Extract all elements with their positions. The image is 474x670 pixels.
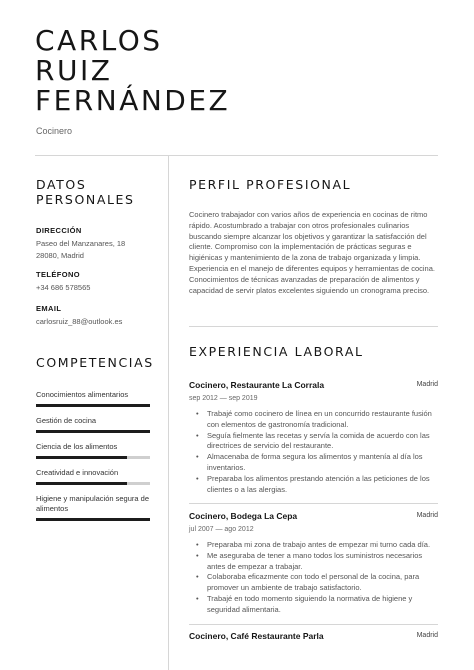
address-line-1: Paseo del Manzanares, 18 <box>36 239 126 248</box>
list-item <box>196 452 438 474</box>
bullet-text: Seguía fielmente las recetas y servía la comida de acuerdo con las directrices de servicio del restaurante. <box>207 430 430 451</box>
bullet-text: Me aseguraba de tener a mano todos los suministros necesarios antes de empezar a trabajar. <box>207 550 423 571</box>
skill-bar <box>36 456 150 459</box>
bullet-icon: • <box>196 452 199 462</box>
job-divider <box>189 503 438 504</box>
list-item <box>196 431 438 453</box>
job-dates: sep 2012 — sep 2019 <box>189 395 258 402</box>
name-line-1: CARLOS <box>35 24 163 57</box>
bullet-icon: • <box>196 540 199 549</box>
job-location: Madrid <box>416 381 438 388</box>
personal-data-heading <box>36 177 135 207</box>
job-location: Madrid <box>416 632 438 639</box>
bullet-icon: • <box>196 409 199 418</box>
job-location: Madrid <box>416 512 438 519</box>
job-role: Cocinero <box>36 126 73 136</box>
address-value <box>36 238 125 261</box>
skill-item <box>36 442 150 459</box>
bullet-text: Trabajé como cocinero de línea en un concurrido restaurante fusión con elementos de gastronomía tradicional. <box>207 409 432 429</box>
phone-value: +34 686 578565 <box>36 283 91 292</box>
name-line-3: FERNÁNDEZ <box>35 84 231 117</box>
skill-item <box>36 416 150 433</box>
experience-heading: EXPERIENCIA LABORAL <box>189 344 364 359</box>
skill-label: Creatividad e innovación <box>36 468 119 477</box>
job-dates: jul 2007 — ago 2012 <box>189 526 254 533</box>
skill-bar <box>36 404 150 407</box>
job-bullets <box>196 540 438 616</box>
list-item <box>196 551 438 573</box>
list-item <box>196 594 438 616</box>
skill-item <box>36 468 150 485</box>
list-item <box>196 572 438 594</box>
job-title: Cocinero, Restaurante La Corrala <box>189 380 325 390</box>
profile-text: Cocinero trabajador con varios años de experiencia en cocinas de ritmo rápido. Acostumbrado a trabajar con otros profesionales culinarios buscando siempre alcanzar los objetivos y garantizar la satisfacción del cliente. Compromiso con la implementación de prácticas seguras e higiénicas y mantenimiento de la zona de trabajo organizada y limpia. Experiencia en el manejo de diferentes equipos y herramientas de cocina. Conocimientos de técnicas avanzadas de preparación de alimentos y capacidad de servir platos excelentes siguiendo un cronograma preciso. <box>189 210 435 295</box>
bullet-icon: • <box>196 572 199 582</box>
section-divider <box>189 326 438 327</box>
skill-bar <box>36 430 150 433</box>
list-item <box>196 409 438 431</box>
personal-heading-line-2: PERSONALES <box>36 192 135 207</box>
address-line-2: 28080, Madrid <box>36 250 84 260</box>
bullet-text: Trabajé en todo momento siguiendo la normativa de higiene y seguridad alimentaria. <box>207 593 413 614</box>
job-title: Cocinero, Café Restaurante Parla <box>189 631 324 641</box>
skills-heading: COMPETENCIAS <box>36 355 154 370</box>
name-line-2: RUIZ <box>35 54 113 87</box>
personal-heading-line-1: DATOS <box>36 177 87 192</box>
bullet-text: Preparaba mi zona de trabajo antes de empezar mi turno cada día. <box>207 540 431 549</box>
bullet-icon: • <box>196 430 199 440</box>
bullet-text: Almacenaba de forma segura los alimentos y mantenía al día los inventarios. <box>207 452 423 472</box>
skill-level-fill <box>36 518 150 521</box>
job-bullets <box>196 409 438 495</box>
list-item <box>196 540 438 551</box>
skill-label: Conocimientos alimentarios <box>36 390 129 399</box>
skill-bar <box>36 482 150 485</box>
bullet-icon: • <box>196 550 199 560</box>
header-divider <box>35 155 438 156</box>
skill-level-fill <box>36 482 127 485</box>
skill-level-fill <box>36 456 127 459</box>
email-value: carlosruiz_88@outlook.es <box>36 317 123 326</box>
bullet-text: Colaboraba eficazmente con todo el personal de la cocina, para promover un ambiente de trabajo satisfactorio. <box>207 572 420 593</box>
skill-label: Gestión de cocina <box>36 416 97 425</box>
skill-label: Higiene y manipulación segura de alimentos <box>36 494 149 513</box>
skill-bar <box>36 518 150 521</box>
skill-level-fill <box>36 404 150 407</box>
skill-level-fill <box>36 430 150 433</box>
bullet-text: Preparaba los alimentos prestando atención a las peticiones de los clientes o a las alergias. <box>207 473 430 494</box>
skill-label: Ciencia de los alimentos <box>36 442 118 451</box>
profile-heading: PERFIL PROFESIONAL <box>189 177 352 192</box>
bullet-icon: • <box>196 473 199 483</box>
skill-item <box>36 494 150 521</box>
address-label: DIRECCIÓN <box>36 226 82 235</box>
bullet-icon: • <box>196 593 199 603</box>
list-item <box>196 474 438 496</box>
job-divider <box>189 624 438 625</box>
email-label: EMAIL <box>36 304 62 313</box>
column-divider <box>168 156 169 670</box>
candidate-name <box>35 26 230 116</box>
skill-item <box>36 390 150 407</box>
phone-label: TELÉFONO <box>36 270 81 279</box>
job-title: Cocinero, Bodega La Cepa <box>189 511 298 521</box>
